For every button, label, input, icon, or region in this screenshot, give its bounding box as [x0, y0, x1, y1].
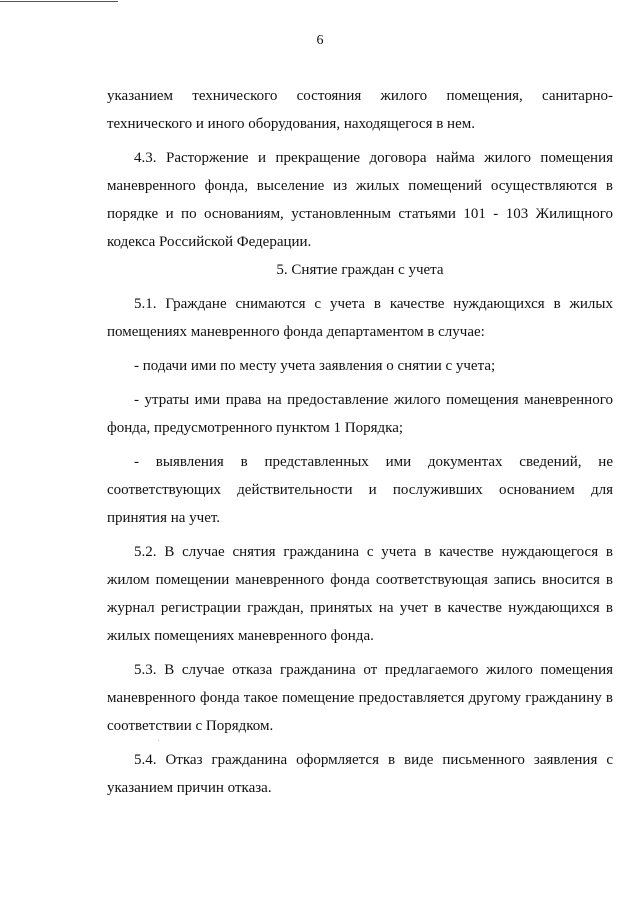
scan-artifact-dot: [158, 740, 159, 741]
section-heading-5: 5. Снятие граждан с учета: [276, 262, 444, 278]
page-number: 6: [316, 33, 324, 48]
paragraph-5-4: 5.4. Отказ гражданина оформляется в виде письменного заявления с указанием причин отказа.: [107, 752, 613, 796]
top-edge-line: [0, 1, 118, 2]
paragraph-continuation: указанием технического состояния жилого помещения, санитарно-технического и иного оборудования, находящегося в нем.: [107, 88, 613, 132]
paragraph-4-3: 4.3. Расторжение и прекращение договора найма жилого помещения маневренного фонда, выселение из жилых помещений осуществляются в порядке и по основаниям, установленным статьями 101 - 103 Жилищного кодекса Российской Федерации.: [107, 150, 613, 250]
list-item-5-1-c: - выявления в представленных ими документах сведений, не соответствующих действительности и послуживших основанием для принятия на учет.: [107, 454, 613, 526]
list-item-5-1-b: - утраты ими права на предоставление жилого помещения маневренного фонда, предусмотренного пунктом 1 Порядка;: [107, 392, 613, 436]
document-body: [107, 82, 613, 802]
paragraph-5-1: 5.1. Граждане снимаются с учета в качестве нуждающихся в жилых помещениях маневренного фонда департаментом в случае:: [107, 296, 613, 340]
paragraph-5-3: 5.3. В случае отказа гражданина от предлагаемого жилого помещения маневренного фонда такое помещение предоставляется другому гражданину в соответствии с Порядком.: [107, 662, 613, 734]
list-item-5-1-a: - подачи ими по месту учета заявления о снятии с учета;: [134, 358, 496, 374]
paragraph-5-2: 5.2. В случае снятия гражданина с учета в качестве нуждающегося в жилом помещении маневренного фонда соответствующая запись вносится в журнал регистрации граждан, принятых на учет в качестве нуждающихся в жилых помещениях маневренного фонда.: [107, 544, 613, 644]
